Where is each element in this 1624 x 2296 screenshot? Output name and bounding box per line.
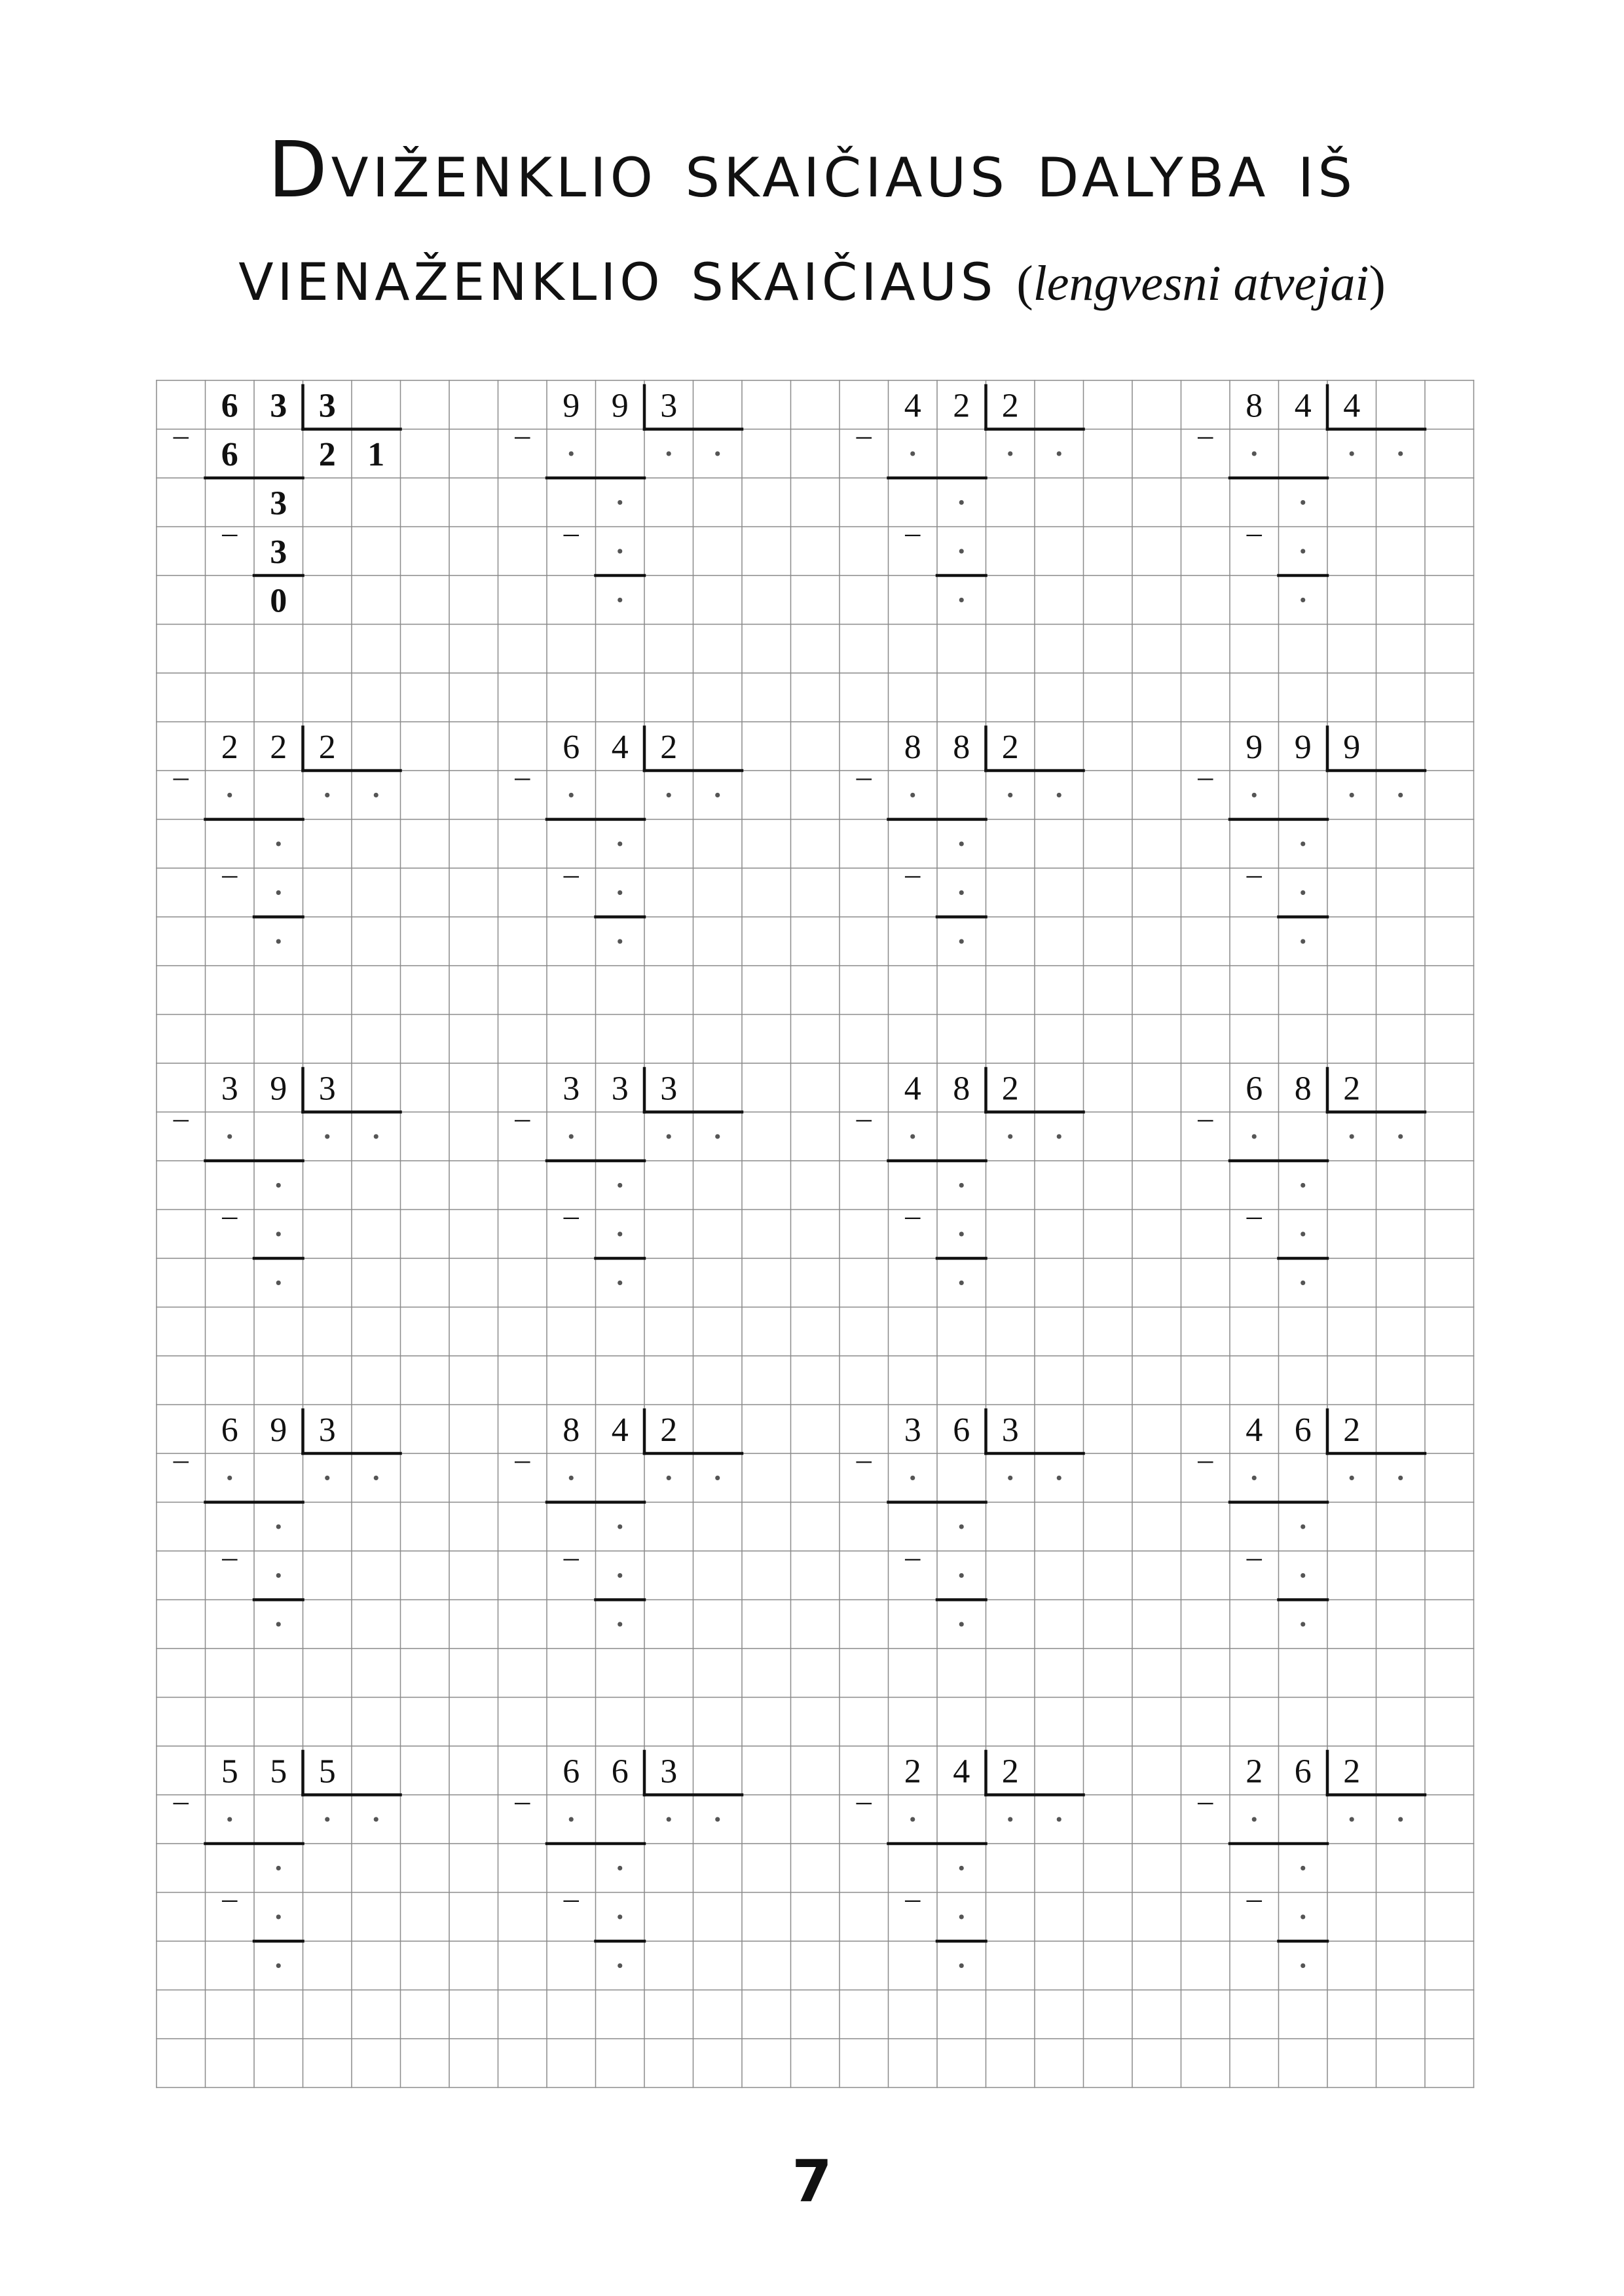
quotient-digit: 1 <box>367 435 385 473</box>
answer-placeholder-dot: · <box>320 1114 334 1158</box>
divisor-digit: 2 <box>660 1411 678 1449</box>
title-note-text: lengvesni atvejai <box>1033 256 1369 311</box>
answer-placeholder-dot: · <box>272 1602 286 1646</box>
dividend-digit: 9 <box>1246 728 1263 766</box>
answer-placeholder-dot: · <box>955 822 969 866</box>
answer-placeholder-dot: · <box>272 1895 286 1939</box>
dividend-digit: 4 <box>904 1070 921 1108</box>
minus-sign: – <box>1198 759 1213 793</box>
answer-placeholder-dot: · <box>272 1504 286 1548</box>
minus-sign: – <box>905 1540 921 1573</box>
answer-placeholder-dot: · <box>955 578 969 622</box>
answer-placeholder-dot: · <box>564 1456 578 1500</box>
answer-placeholder-dot: · <box>613 919 627 963</box>
dividend-digit: 2 <box>270 728 287 766</box>
minus-sign: – <box>173 1783 189 1817</box>
answer-placeholder-dot: · <box>1003 773 1017 817</box>
dividend-digit: 9 <box>563 387 580 425</box>
divisor-digit: 2 <box>1001 1070 1019 1108</box>
answer-placeholder-dot: · <box>662 431 676 475</box>
dividend-digit: 8 <box>953 1070 970 1108</box>
division-worksheet-grid <box>156 380 1475 2088</box>
answer-placeholder-dot: · <box>1052 1456 1066 1500</box>
minus-sign: – <box>1198 1101 1213 1135</box>
dividend-digit: 9 <box>270 1411 287 1449</box>
answer-placeholder-dot: · <box>272 1554 286 1597</box>
answer-placeholder-dot: · <box>1296 1554 1310 1597</box>
answer-placeholder-dot: · <box>1296 1212 1310 1256</box>
answer-placeholder-dot: · <box>1003 1797 1017 1841</box>
division-result: 0 <box>270 582 287 620</box>
answer-placeholder-dot: · <box>613 822 627 866</box>
minus-sign: – <box>1246 1540 1262 1573</box>
minus-sign: – <box>1246 1198 1262 1232</box>
minus-sign: – <box>1198 1442 1213 1476</box>
divisor-digit: 3 <box>318 1070 336 1108</box>
page-title-line-2 <box>0 232 1624 318</box>
answer-placeholder-dot: · <box>710 431 724 475</box>
answer-placeholder-dot: · <box>613 1602 627 1646</box>
dividend-digit: 9 <box>611 387 629 425</box>
minus-sign: – <box>563 1540 579 1573</box>
answer-placeholder-dot: · <box>1296 871 1310 915</box>
answer-placeholder-dot: · <box>272 822 286 866</box>
divisor-digit: 2 <box>1001 387 1019 425</box>
answer-placeholder-dot: · <box>1003 431 1017 475</box>
answer-placeholder-dot: · <box>613 578 627 622</box>
dividend-digit: 8 <box>1294 1070 1312 1108</box>
answer-placeholder-dot: · <box>955 919 969 963</box>
page-number: 7 <box>792 2147 832 2215</box>
divisor-digit: 3 <box>318 1411 336 1449</box>
answer-placeholder-dot: · <box>1296 1602 1310 1646</box>
answer-placeholder-dot: · <box>1296 529 1310 573</box>
first-subtrahend: 6 <box>221 435 238 473</box>
answer-placeholder-dot: · <box>1296 1504 1310 1548</box>
minus-sign: – <box>563 1881 579 1915</box>
divisor-digit: 4 <box>1343 387 1361 425</box>
answer-placeholder-dot: · <box>272 871 286 915</box>
answer-placeholder-dot: · <box>906 431 919 475</box>
answer-placeholder-dot: · <box>955 1504 969 1548</box>
dividend-digit: 6 <box>1294 1411 1312 1449</box>
quotient-digit: 2 <box>318 435 336 473</box>
dividend-digit: 6 <box>563 1753 580 1791</box>
answer-placeholder-dot: · <box>272 919 286 963</box>
answer-placeholder-dot: · <box>1296 1895 1310 1939</box>
answer-placeholder-dot: · <box>564 1797 578 1841</box>
minus-sign: – <box>222 1540 238 1573</box>
answer-placeholder-dot: · <box>662 1114 676 1158</box>
dividend-digit: 6 <box>221 387 238 425</box>
title-note-close: ) <box>1369 256 1386 311</box>
divisor-digit: 2 <box>1001 1753 1019 1791</box>
dividend-digit: 3 <box>904 1411 921 1449</box>
dividend-digit: 2 <box>1246 1753 1263 1791</box>
divisor-digit: 3 <box>318 387 336 425</box>
minus-sign: – <box>173 418 189 452</box>
answer-placeholder-dot: · <box>272 1261 286 1305</box>
answer-placeholder-dot: · <box>1052 773 1066 817</box>
divisor-digit: 2 <box>660 728 678 766</box>
answer-placeholder-dot: · <box>662 1456 676 1500</box>
minus-sign: – <box>856 1101 872 1135</box>
answer-placeholder-dot: · <box>613 1944 627 1988</box>
minus-sign: – <box>515 759 530 793</box>
answer-placeholder-dot: · <box>906 773 919 817</box>
minus-sign: – <box>856 1442 872 1476</box>
minus-sign: – <box>905 1198 921 1232</box>
answer-placeholder-dot: · <box>1296 1846 1310 1890</box>
dividend-digit: 6 <box>221 1411 238 1449</box>
page-title-line-1: Dviženklio skaičiaus dalyba iš <box>267 124 1357 215</box>
dividend-digit: 8 <box>1246 387 1263 425</box>
answer-placeholder-dot: · <box>1003 1456 1017 1500</box>
answer-placeholder-dot: · <box>564 1114 578 1158</box>
answer-placeholder-dot: · <box>710 1456 724 1500</box>
dividend-digit: 5 <box>221 1753 238 1791</box>
answer-placeholder-dot: · <box>1345 431 1359 475</box>
minus-sign: – <box>905 1881 921 1915</box>
dividend-digit: 4 <box>904 387 921 425</box>
answer-placeholder-dot: · <box>710 1797 724 1841</box>
answer-placeholder-dot: · <box>369 1456 383 1500</box>
answer-placeholder-dot: · <box>662 773 676 817</box>
dividend-digit: 4 <box>953 1753 970 1791</box>
answer-placeholder-dot: · <box>613 1554 627 1597</box>
answer-placeholder-dot: · <box>1345 773 1359 817</box>
minus-sign: – <box>173 1442 189 1476</box>
answer-placeholder-dot: · <box>1393 1797 1407 1841</box>
dividend-digit: 3 <box>611 1070 629 1108</box>
answer-placeholder-dot: · <box>1296 822 1310 866</box>
answer-placeholder-dot: · <box>1345 1114 1359 1158</box>
answer-placeholder-dot: · <box>1296 1261 1310 1305</box>
answer-placeholder-dot: · <box>613 1261 627 1305</box>
answer-placeholder-dot: · <box>369 773 383 817</box>
answer-placeholder-dot: · <box>613 871 627 915</box>
answer-placeholder-dot: · <box>613 1895 627 1939</box>
dividend-digit: 4 <box>1246 1411 1263 1449</box>
dividend-digit: 8 <box>563 1411 580 1449</box>
minus-sign: – <box>905 515 921 549</box>
answer-placeholder-dot: · <box>320 1456 334 1500</box>
minus-sign: – <box>1198 418 1213 452</box>
answer-placeholder-dot: · <box>1052 431 1066 475</box>
divisor-digit: 2 <box>1343 1411 1361 1449</box>
dividend-digit: 2 <box>904 1753 921 1791</box>
dividend-digit: 8 <box>904 728 921 766</box>
answer-placeholder-dot: · <box>955 1163 969 1207</box>
dividend-digit: 5 <box>270 1753 287 1791</box>
answer-placeholder-dot: · <box>320 1797 334 1841</box>
second-subtrahend: 3 <box>270 533 287 571</box>
answer-placeholder-dot: · <box>1296 1163 1310 1207</box>
answer-placeholder-dot: · <box>906 1456 919 1500</box>
minus-sign: – <box>515 1442 530 1476</box>
minus-sign: – <box>515 1101 530 1135</box>
answer-placeholder-dot: · <box>1296 578 1310 622</box>
dividend-digit: 4 <box>611 728 629 766</box>
answer-placeholder-dot: · <box>1345 1797 1359 1841</box>
dividend-digit: 6 <box>611 1753 629 1791</box>
divisor-digit: 2 <box>1001 728 1019 766</box>
answer-placeholder-dot: · <box>564 431 578 475</box>
answer-placeholder-dot: · <box>613 1504 627 1548</box>
dividend-digit: 3 <box>270 387 287 425</box>
divisor-digit: 3 <box>660 1070 678 1108</box>
minus-sign: – <box>222 1198 238 1232</box>
minus-sign: – <box>515 1783 530 1817</box>
page-title-line-2-text: vienaženklio skaičiaus <box>238 232 997 318</box>
answer-placeholder-dot: · <box>272 1846 286 1890</box>
answer-placeholder-dot: · <box>1393 773 1407 817</box>
answer-placeholder-dot: · <box>1247 431 1261 475</box>
dividend-digit: 6 <box>563 728 580 766</box>
answer-placeholder-dot: · <box>955 1212 969 1256</box>
minus-sign: – <box>856 1783 872 1817</box>
answer-placeholder-dot: · <box>955 1602 969 1646</box>
answer-placeholder-dot: · <box>272 1944 286 1988</box>
answer-placeholder-dot: · <box>1247 773 1261 817</box>
answer-placeholder-dot: · <box>710 1114 724 1158</box>
dividend-digit: 3 <box>563 1070 580 1108</box>
minus-sign: – <box>1246 857 1262 890</box>
minus-sign: – <box>173 759 189 793</box>
minus-sign: – <box>856 759 872 793</box>
answer-placeholder-dot: · <box>955 1554 969 1597</box>
minus-sign: – <box>856 418 872 452</box>
answer-placeholder-dot: · <box>1393 1114 1407 1158</box>
answer-placeholder-dot: · <box>1345 1456 1359 1500</box>
dividend-digit: 6 <box>1294 1753 1312 1791</box>
answer-placeholder-dot: · <box>369 1797 383 1841</box>
answer-placeholder-dot: · <box>613 1846 627 1890</box>
answer-placeholder-dot: · <box>1247 1114 1261 1158</box>
answer-placeholder-dot: · <box>320 773 334 817</box>
minus-sign: – <box>905 857 921 890</box>
answer-placeholder-dot: · <box>955 871 969 915</box>
dividend-digit: 9 <box>1294 728 1312 766</box>
answer-placeholder-dot: · <box>955 529 969 573</box>
answer-placeholder-dot: · <box>613 529 627 573</box>
minus-sign: – <box>1246 515 1262 549</box>
answer-placeholder-dot: · <box>1296 481 1310 524</box>
divisor-digit: 9 <box>1343 728 1361 766</box>
dividend-digit: 4 <box>611 1411 629 1449</box>
answer-placeholder-dot: · <box>1393 431 1407 475</box>
answer-placeholder-dot: · <box>613 1163 627 1207</box>
dividend-digit: 6 <box>1246 1070 1263 1108</box>
answer-placeholder-dot: · <box>613 481 627 524</box>
title-note <box>1016 256 1385 311</box>
answer-placeholder-dot: · <box>1247 1456 1261 1500</box>
answer-placeholder-dot: · <box>662 1797 676 1841</box>
answer-placeholder-dot: · <box>955 1846 969 1890</box>
remainder-step: 3 <box>270 484 287 522</box>
answer-placeholder-dot: · <box>1296 1944 1310 1988</box>
minus-sign: – <box>1198 1783 1213 1817</box>
answer-placeholder-dot: · <box>272 1212 286 1256</box>
answer-placeholder-dot: · <box>955 1261 969 1305</box>
answer-placeholder-dot: · <box>710 773 724 817</box>
answer-placeholder-dot: · <box>272 1163 286 1207</box>
minus-sign: – <box>222 857 238 890</box>
minus-sign: – <box>515 418 530 452</box>
minus-sign: – <box>563 515 579 549</box>
minus-sign: – <box>1246 1881 1262 1915</box>
answer-placeholder-dot: · <box>223 1797 236 1841</box>
dividend-digit: 6 <box>953 1411 970 1449</box>
answer-placeholder-dot: · <box>955 481 969 524</box>
answer-placeholder-dot: · <box>1052 1114 1066 1158</box>
title-note-open: ( <box>1016 256 1033 311</box>
answer-placeholder-dot: · <box>906 1114 919 1158</box>
minus-sign: – <box>173 1101 189 1135</box>
dividend-digit: 9 <box>270 1070 287 1108</box>
divisor-digit: 2 <box>1343 1070 1361 1108</box>
answer-placeholder-dot: · <box>223 773 236 817</box>
answer-placeholder-dot: · <box>1052 1797 1066 1841</box>
answer-placeholder-dot: · <box>1393 1456 1407 1500</box>
divisor-digit: 2 <box>318 728 336 766</box>
divisor-digit: 3 <box>1001 1411 1019 1449</box>
answer-placeholder-dot: · <box>955 1895 969 1939</box>
divisor-digit: 3 <box>660 1753 678 1791</box>
answer-placeholder-dot: · <box>1296 919 1310 963</box>
dividend-digit: 3 <box>221 1070 238 1108</box>
answer-placeholder-dot: · <box>223 1456 236 1500</box>
dividend-digit: 8 <box>953 728 970 766</box>
divisor-digit: 2 <box>1343 1753 1361 1791</box>
divisor-digit: 3 <box>660 387 678 425</box>
minus-sign: – <box>222 1881 238 1915</box>
answer-placeholder-dot: · <box>955 1944 969 1988</box>
answer-placeholder-dot: · <box>1003 1114 1017 1158</box>
answer-placeholder-dot: · <box>564 773 578 817</box>
minus-sign: – <box>222 515 238 549</box>
answer-placeholder-dot: · <box>369 1114 383 1158</box>
minus-sign: – <box>563 857 579 890</box>
answer-placeholder-dot: · <box>613 1212 627 1256</box>
dividend-digit: 2 <box>953 387 970 425</box>
divisor-digit: 5 <box>318 1753 336 1791</box>
dividend-digit: 2 <box>221 728 238 766</box>
answer-placeholder-dot: · <box>906 1797 919 1841</box>
answer-placeholder-dot: · <box>223 1114 236 1158</box>
dividend-digit: 4 <box>1294 387 1312 425</box>
minus-sign: – <box>563 1198 579 1232</box>
answer-placeholder-dot: · <box>1247 1797 1261 1841</box>
